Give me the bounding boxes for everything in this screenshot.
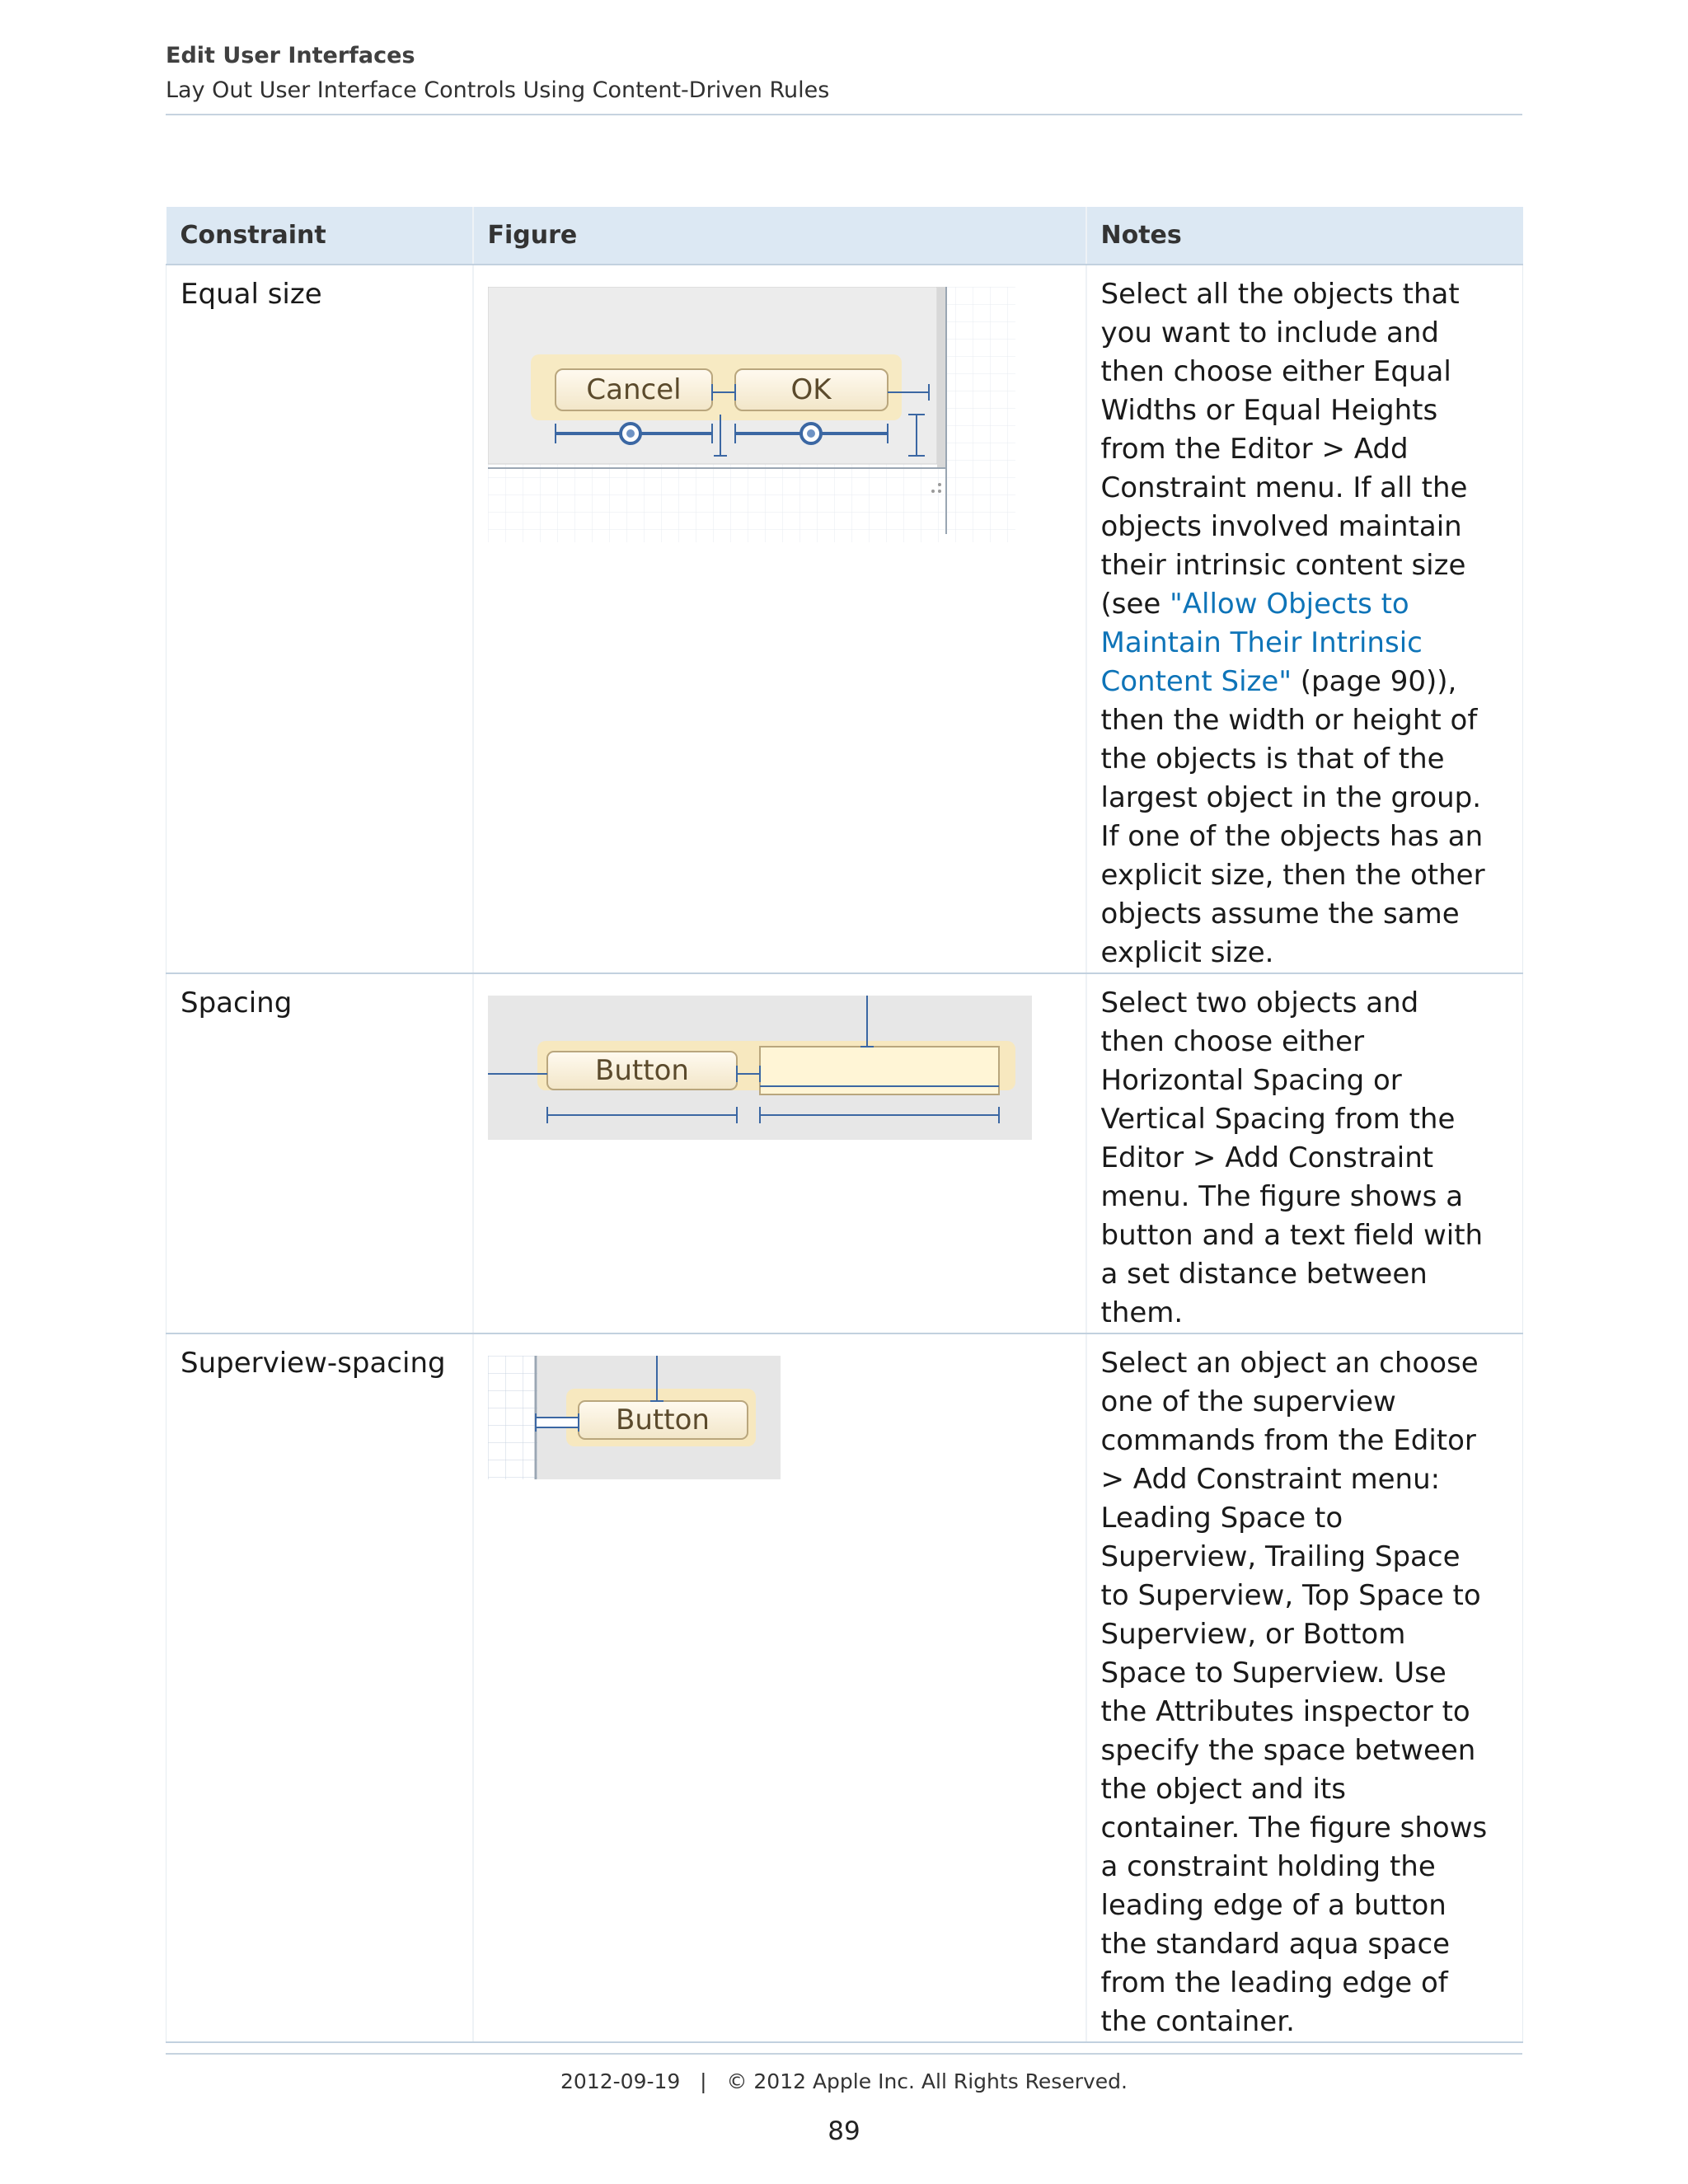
table-header-row: [166, 207, 1523, 265]
intrinsic-content-size-link[interactable]: "Allow Objects to Maintain Their Intrinsic Content Size": [1100, 588, 1423, 698]
page-footer: [0, 2067, 1688, 2097]
column-header-constraint: Constraint: [166, 207, 473, 265]
cancel-button-label: Cancel: [585, 373, 682, 406]
page-header: [166, 40, 829, 107]
constraint-name: Spacing: [166, 973, 473, 1333]
table-row: [166, 265, 1523, 973]
column-header-figure: Figure: [473, 207, 1086, 265]
notes-cell: Select two objects and then choose either Horizontal Spacing or Vertical Spacing from the Editor > Add Constraint menu. The figure shows a button and a text field with a set distance between them.: [1086, 973, 1523, 1333]
constraint-name: Equal size: [166, 265, 473, 973]
superview-spacing-figure: [488, 1356, 781, 1479]
figure-cell: [473, 973, 1086, 1333]
notes-text: (page 90)), then the width or height of the objects is that of the largest object in the group. If one of the objects has an explicit size, then the other objects assume the same explicit size.: [1100, 665, 1485, 969]
notes-cell: [1086, 265, 1523, 973]
ok-button-label: OK: [790, 373, 832, 406]
section-title: Lay Out User Interface Controls Using Content-Driven Rules: [166, 77, 830, 103]
superview-button-label: Button: [615, 1404, 710, 1436]
spacing-button-label: Button: [594, 1054, 689, 1087]
footer-date: 2012-09-19: [560, 2069, 681, 2093]
footer-separator: |: [700, 2069, 707, 2093]
page-number: 89: [828, 2116, 860, 2146]
footer-divider: [166, 2053, 1522, 2055]
figure-cell: [473, 1333, 1086, 2042]
chapter-title: Edit User Interfaces: [166, 43, 415, 68]
header-divider: [166, 114, 1522, 115]
column-header-notes: Notes: [1086, 207, 1523, 265]
notes-text: Select all the objects that you want to include and then choose either Equal Widths or Equal Heights from the Editor > Add Constraint menu. If all the objects involved maintain their intrinsic content size (see: [1100, 278, 1468, 621]
table-row: [166, 1333, 1523, 2042]
equal-size-figure: [488, 287, 1015, 542]
spacing-figure: [488, 996, 1032, 1140]
constraint-name: Superview-spacing: [166, 1333, 473, 2042]
table-row: [166, 973, 1523, 1333]
footer-copyright: © 2012 Apple Inc. All Rights Reserved.: [726, 2069, 1128, 2093]
notes-cell: Select an object an choose one of the superview commands from the Editor > Add Constraint menu: Leading Space to Superview, Trailing Space to Superview, Top Space to Superview, or Bottom Space to Superview. Use the Attributes inspector to specify the space between the object and its container. The figure shows a constraint holding the leading edge of a button the standard aqua space from the leading edge of the container.: [1086, 1333, 1523, 2042]
figure-cell: [473, 265, 1086, 973]
constraints-table: [166, 207, 1523, 2043]
